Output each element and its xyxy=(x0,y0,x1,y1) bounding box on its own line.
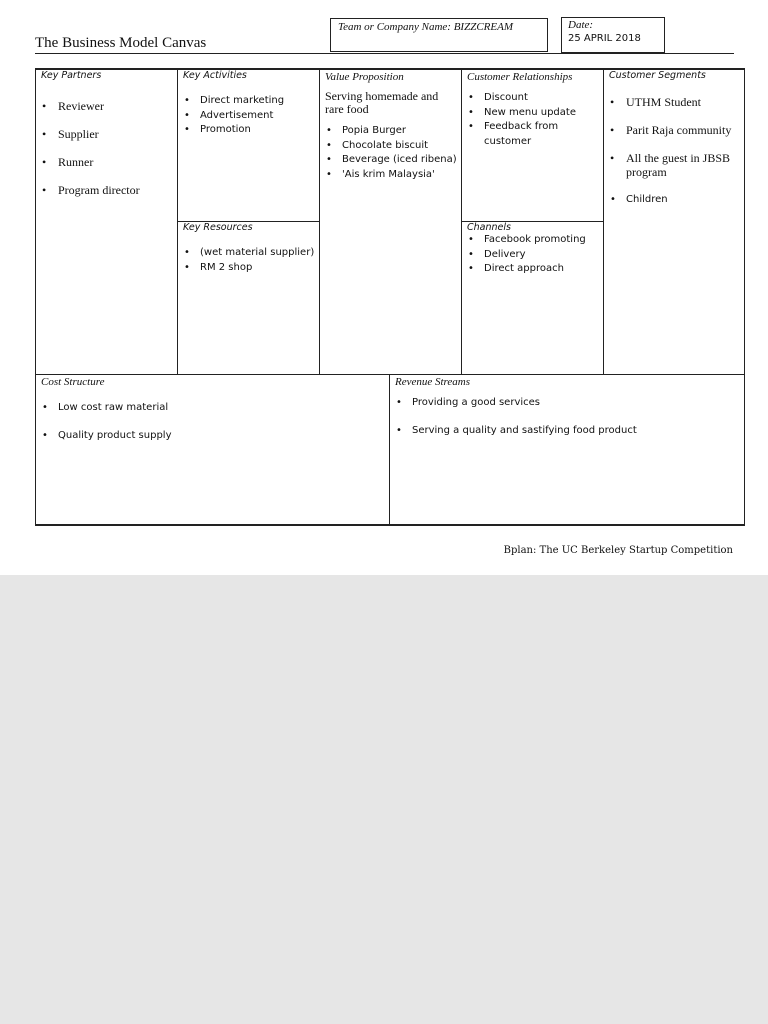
list-item: • All the guest in JBSB program xyxy=(604,151,744,179)
list-item: • Program director xyxy=(36,183,177,197)
value-proposition-list xyxy=(320,124,461,182)
revenue-streams-title: Revenue Streams xyxy=(395,376,471,388)
list-item: • Children xyxy=(604,193,744,207)
list-item: • UTHM Student xyxy=(604,95,744,109)
value-proposition-title: Value Proposition xyxy=(325,71,404,83)
list-item: • New menu update xyxy=(462,106,603,121)
list-item: • Beverage (iced ribena) xyxy=(320,153,461,168)
list-item: • RM 2 shop xyxy=(178,261,319,276)
list-item: • Direct approach xyxy=(462,262,603,277)
channels-section xyxy=(462,222,604,374)
value-proposition-intro: Serving homemade and rare food xyxy=(325,89,439,116)
key-activities-title: Key Activities xyxy=(183,70,247,81)
team-name-box xyxy=(330,18,548,52)
key-resources-list xyxy=(178,246,319,275)
date-box xyxy=(561,17,665,53)
list-item: • Low cost raw material xyxy=(36,401,389,416)
list-item: • Chocolate biscuit xyxy=(320,139,461,154)
channels-list xyxy=(462,233,603,277)
customer-relationships-section xyxy=(462,70,604,222)
key-partners-list xyxy=(36,99,177,197)
list-item: • Parit Raja community xyxy=(604,123,744,137)
list-item: • Quality product supply xyxy=(36,429,389,444)
revenue-streams-list xyxy=(390,396,744,438)
page-title: The Business Model Canvas xyxy=(35,35,207,51)
cost-structure-list xyxy=(36,401,389,443)
key-activities-list xyxy=(178,94,319,138)
business-model-canvas xyxy=(35,68,745,526)
customer-relationships-title: Customer Relationships xyxy=(467,71,573,83)
key-partners-section xyxy=(36,70,178,374)
revenue-streams-section xyxy=(390,374,744,526)
list-item: • Direct marketing xyxy=(178,94,319,109)
channels-title: Channels xyxy=(467,222,511,233)
list-item: • Reviewer xyxy=(36,99,177,113)
list-item: • Supplier xyxy=(36,127,177,141)
customer-segments-section xyxy=(604,70,744,374)
cost-structure-title: Cost Structure xyxy=(41,376,105,388)
team-name-label: Team or Company Name: BIZZCREAM xyxy=(338,21,513,33)
cost-structure-section xyxy=(36,374,390,526)
footer-credit: Bplan: The UC Berkeley Startup Competition xyxy=(503,545,733,556)
title-underline xyxy=(35,53,734,54)
date-label: Date: xyxy=(568,19,594,31)
list-item: • Feedback from customer xyxy=(462,120,603,149)
list-item: • Discount xyxy=(462,91,603,106)
key-resources-title: Key Resources xyxy=(183,222,253,233)
list-item: • Promotion xyxy=(178,123,319,138)
key-partners-title: Key Partners xyxy=(41,70,102,81)
date-value: 25 APRIL 2018 xyxy=(568,33,641,44)
value-proposition-section xyxy=(320,70,462,374)
key-resources-section xyxy=(178,222,320,374)
list-item: • Runner xyxy=(36,155,177,169)
list-item: • Popia Burger xyxy=(320,124,461,139)
list-item: • Serving a quality and sastifying food product xyxy=(390,424,744,439)
list-item: • Delivery xyxy=(462,248,603,263)
key-activities-section xyxy=(178,70,320,222)
customer-segments-title: Customer Segments xyxy=(609,70,706,81)
customer-relationships-list xyxy=(462,91,603,149)
list-item: • (wet material supplier) xyxy=(178,246,319,261)
list-item: • 'Ais krim Malaysia' xyxy=(320,168,461,183)
list-item: • Facebook promoting xyxy=(462,233,603,248)
list-item: • Advertisement xyxy=(178,109,319,124)
list-item: • Providing a good services xyxy=(390,396,744,411)
customer-segments-list xyxy=(604,95,744,207)
